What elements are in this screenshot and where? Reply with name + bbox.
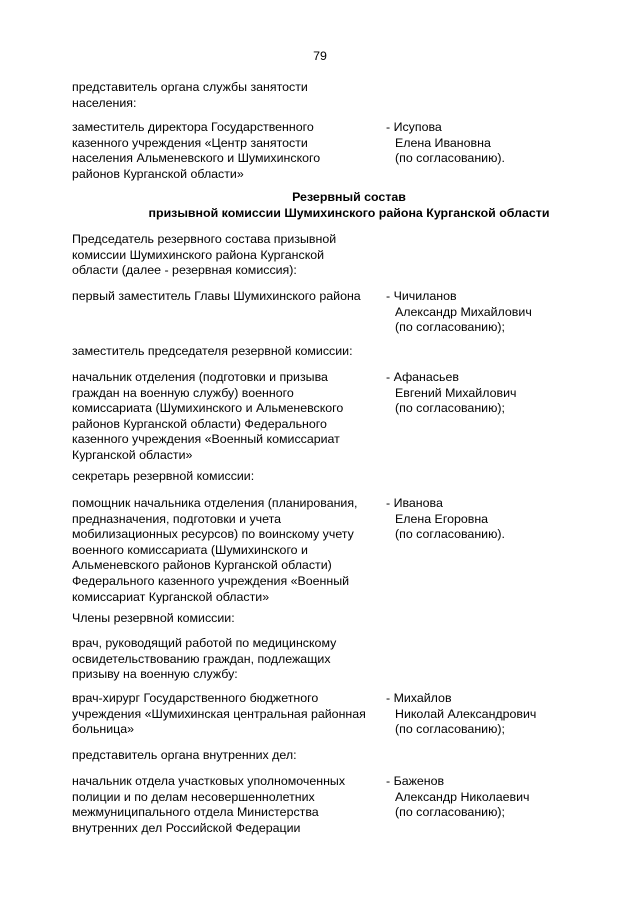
person-name: - Баженов Александр Николаевич (по согласованию); bbox=[386, 774, 530, 820]
deputy-entry bbox=[72, 370, 572, 464]
deputy-label: заместитель председателя резервной комиссии: bbox=[72, 344, 353, 358]
position-text: помощник начальника отделения (планирования, предназначения, подготовки и учета мобилизационных ресурсов) по воинскому учету военного комиссариата (Шумихинского и Альменевского районов Курганской области) Федерального казенного учреждения «Военный комиссариат Курганской области» bbox=[72, 496, 358, 604]
chairman-label: Председатель резервного состава призывной комиссии Шумихинского района Курганской области (далее - резервная комиссия): bbox=[72, 232, 337, 278]
employment-service-label: представитель органа службы занятости населения: bbox=[72, 80, 308, 110]
position-text: врач-хирург Государственного бюджетного учреждения «Шумихинская центральная районная больница» bbox=[72, 691, 366, 737]
position-text: заместитель директора Государственного казенного учреждения «Центр занятости населения Альменевского и Шумихинского районов Курганской области» bbox=[72, 120, 321, 181]
person-name: - Михайлов Николай Александрович (по согласованию); bbox=[386, 691, 537, 737]
employment-service-entry bbox=[72, 120, 572, 182]
position-text: первый заместитель Главы Шумихинского района bbox=[72, 289, 361, 303]
surgeon-entry bbox=[72, 691, 572, 738]
person-name: - Чичиланов Александр Михайлович (по согласованию); bbox=[386, 289, 532, 335]
person-name: - Афанасьев Евгений Михайлович (по согласованию); bbox=[386, 370, 517, 416]
secretary-entry bbox=[72, 496, 572, 605]
position-text: начальник отдела участковых уполномоченных полиции и по делам несовершеннолетних межмуниципального отдела Министерства внутренних дел Российской Федерации bbox=[72, 774, 346, 835]
secretary-label: секретарь резервной комиссии: bbox=[72, 469, 255, 483]
members-label: Члены резервной комиссии: bbox=[72, 611, 235, 625]
person-name: - Иванова Елена Егоровна (по согласованию). bbox=[386, 496, 505, 542]
police-entry bbox=[72, 774, 572, 836]
position-text: начальник отделения (подготовки и призыва граждан на военную службу) военного комиссариата (Шумихинского и Альменевского районов Курганской области) Федерального казенного учреждения «Военный комиссариат Курганской области» bbox=[72, 370, 344, 462]
chairman-entry bbox=[72, 289, 572, 336]
police-label: представитель органа внутренних дел: bbox=[72, 748, 297, 762]
person-name: - Исупова Елена Ивановна (по согласованию). bbox=[386, 120, 505, 166]
reserve-heading: Резервный состав призывной комиссии Шумихинского района Курганской области bbox=[148, 190, 550, 220]
doctor-label: врач, руководящий работой по медицинскому освидетельствованию граждан, подлежащих призыву на военную службу: bbox=[72, 636, 337, 682]
page-number: 79 bbox=[313, 49, 327, 63]
